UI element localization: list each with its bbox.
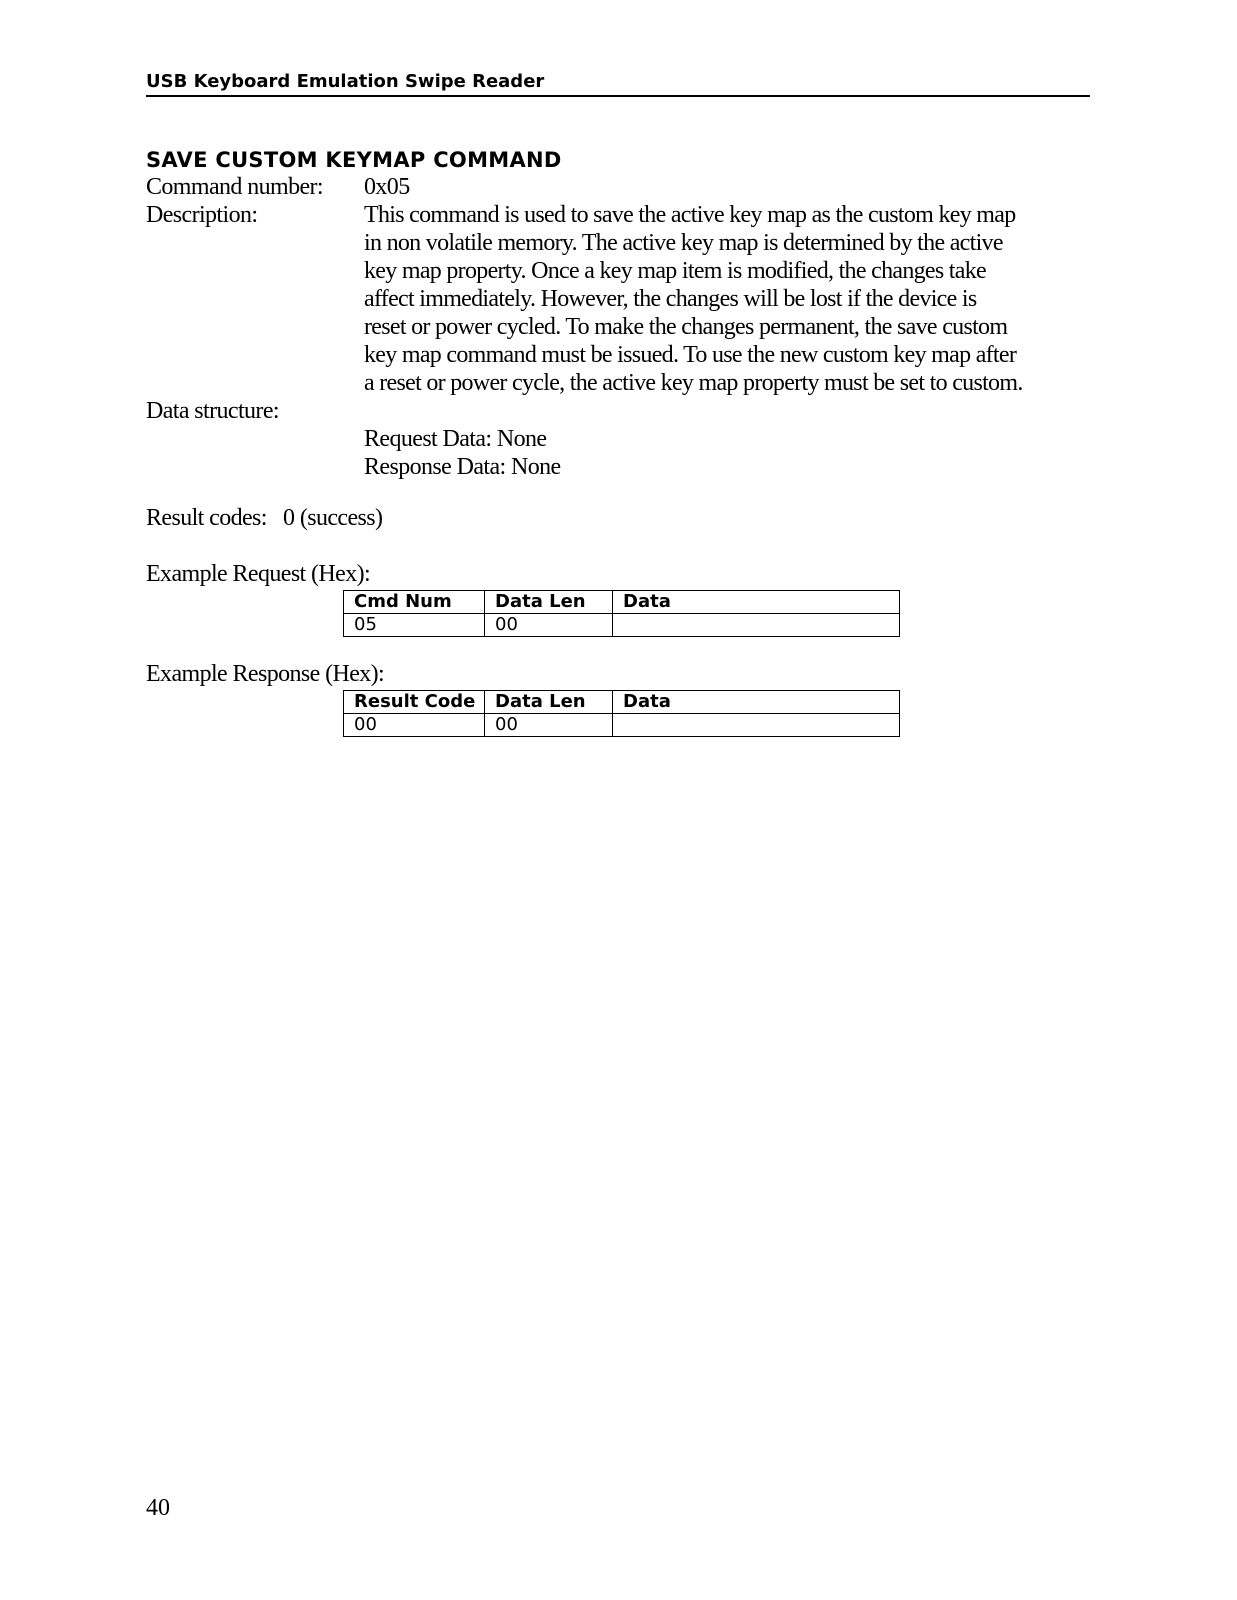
table-header-cell: Data — [613, 591, 900, 614]
description-line: key map command must be issued. To use the new custom key map after — [364, 342, 1017, 368]
description-line: affect immediately. However, the changes will be lost if the device is — [364, 286, 977, 312]
table-cell: 00 — [344, 714, 485, 737]
data-structure-label: Data structure: — [146, 398, 279, 424]
table-header-row — [344, 591, 900, 614]
table-header-cell: Data Len — [485, 591, 613, 614]
description-line: reset or power cycled. To make the changes permanent, the save custom — [364, 314, 1008, 340]
response-data-text: Response Data: None — [364, 454, 561, 480]
example-request-label: Example Request (Hex): — [146, 561, 371, 587]
table-cell: 00 — [485, 714, 613, 737]
description-line: key map property. Once a key map item is modified, the changes take — [364, 258, 986, 284]
command-number-value: 0x05 — [364, 174, 410, 200]
description-line: in non volatile memory. The active key map is determined by the active — [364, 230, 1003, 256]
table-header-cell: Cmd Num — [344, 591, 485, 614]
command-number-label: Command number: — [146, 174, 323, 200]
table-header-row — [344, 691, 900, 714]
description-label: Description: — [146, 202, 258, 228]
table-header-cell: Data Len — [485, 691, 613, 714]
running-header: USB Keyboard Emulation Swipe Reader — [146, 72, 1090, 97]
page-number: 40 — [146, 1495, 170, 1521]
table-cell: 00 — [485, 614, 613, 637]
description-text — [364, 201, 1084, 397]
section-title: SAVE CUSTOM KEYMAP COMMAND — [146, 148, 562, 172]
table-row — [344, 714, 900, 737]
table-header-cell: Data — [613, 691, 900, 714]
table-cell — [613, 614, 900, 637]
table-row — [344, 614, 900, 637]
table-cell — [613, 714, 900, 737]
example-response-label: Example Response (Hex): — [146, 661, 385, 687]
example-request-table — [343, 590, 900, 637]
request-data-text: Request Data: None — [364, 426, 547, 452]
description-line: a reset or power cycle, the active key map property must be set to custom. — [364, 370, 1023, 396]
example-response-table — [343, 690, 900, 737]
table-header-cell: Result Code — [344, 691, 485, 714]
result-codes-text: Result codes: 0 (success) — [146, 505, 383, 531]
description-line: This command is used to save the active key map as the custom key map — [364, 202, 1016, 228]
table-cell: 05 — [344, 614, 485, 637]
